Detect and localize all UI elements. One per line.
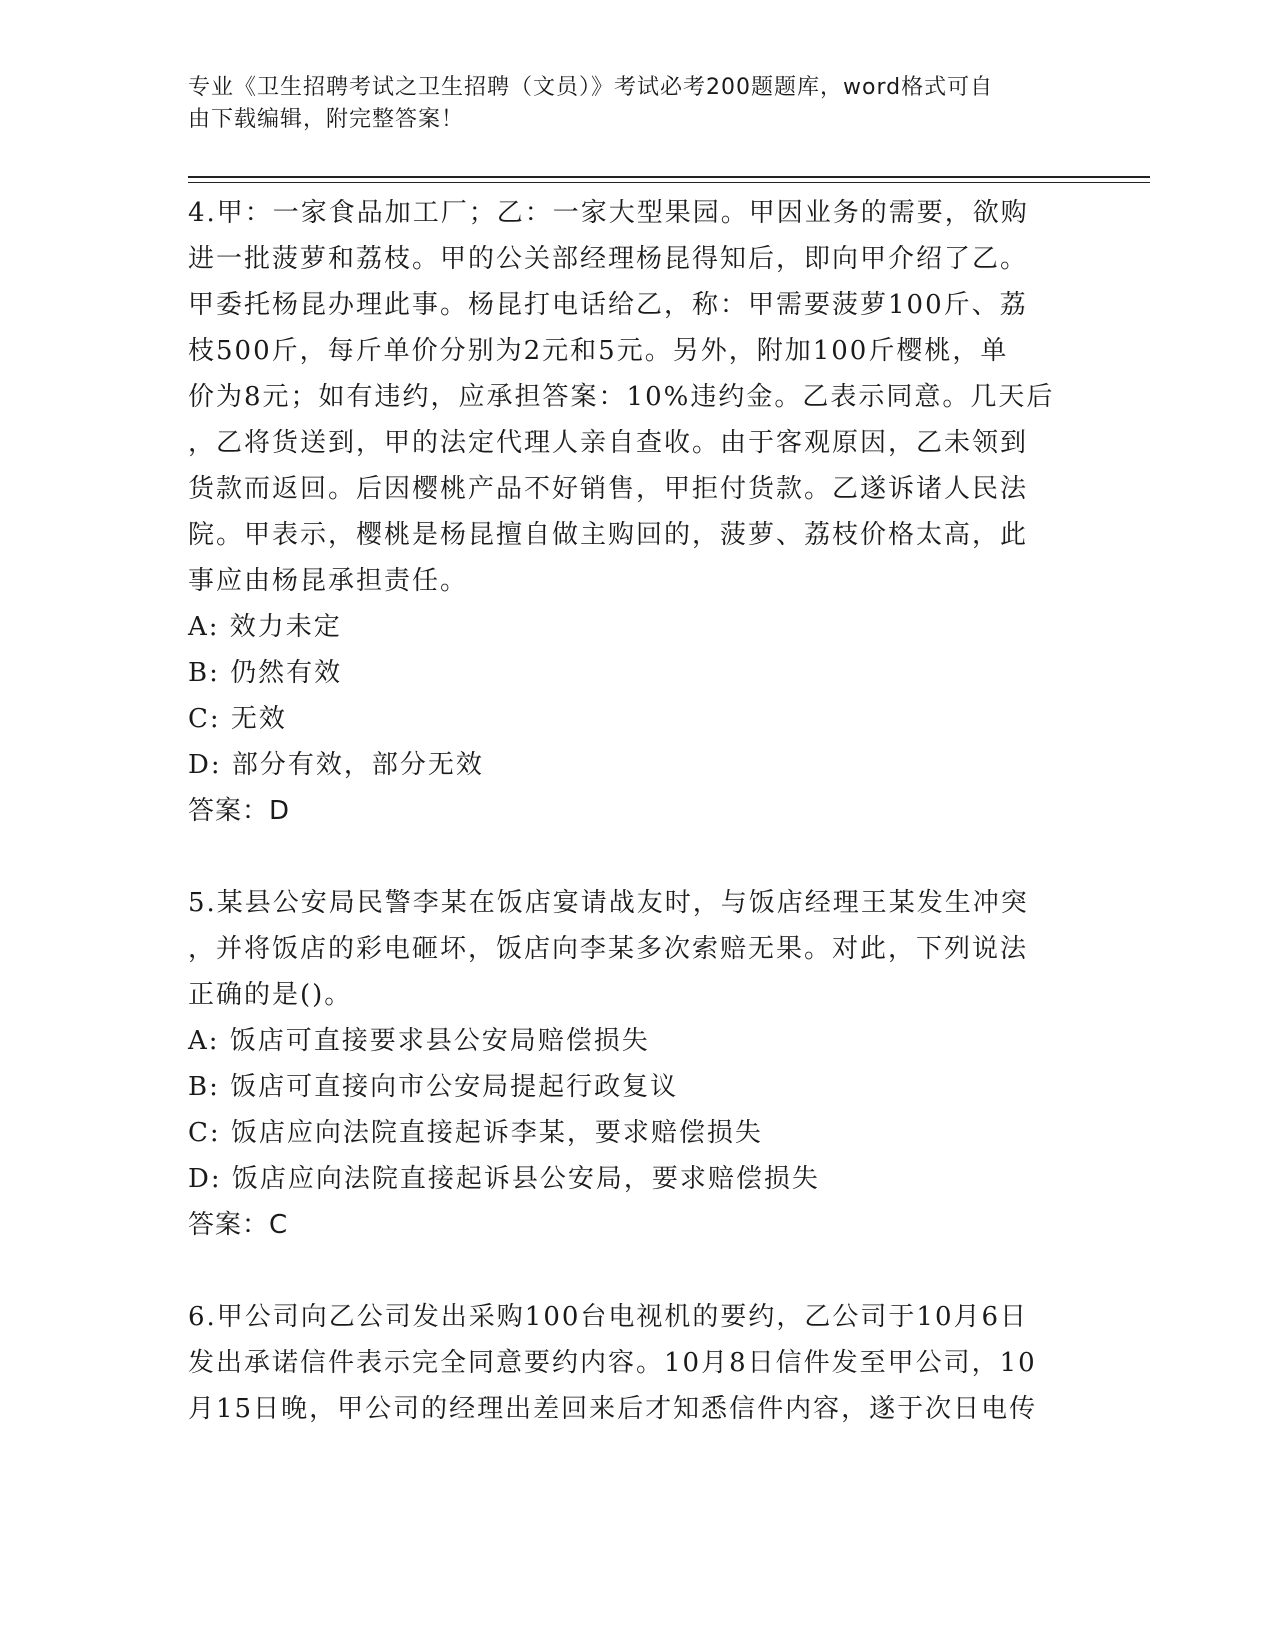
header-divider-thin: [188, 182, 1150, 183]
header-divider: [188, 176, 1150, 178]
question-stem-line: 5.某县公安局民警李某在饭店宴请战友时，与饭店经理王某发生冲突: [188, 888, 1029, 918]
question-stem-line: 4.甲：一家食品加工厂；乙：一家大型果园。甲因业务的需要，欲购: [188, 198, 1029, 228]
question-stem-line: 发出承诺信件表示完全同意要约内容。10月8日信件发至甲公司，10: [188, 1348, 1037, 1378]
question-stem-line: 事应由杨昆承担责任。: [188, 566, 469, 596]
question-stem-line: 价为8元；如有违约，应承担答案：10%违约金。乙表示同意。几天后: [188, 382, 1055, 412]
option-a: A: 饭店可直接要求县公安局赔偿损失: [188, 1026, 650, 1056]
question-stem-line: 正确的是()。: [188, 980, 353, 1010]
option-c: C: 无效: [188, 704, 287, 734]
question-stem-line: 甲委托杨昆办理此事。杨昆打电话给乙，称：甲需要菠萝100斤、荔: [188, 290, 1028, 320]
option-c: C: 饭店应向法院直接起诉李某，要求赔偿损失: [188, 1118, 763, 1148]
question-stem-line: ，并将饭店的彩电砸坏，饭店向李某多次索赔无果。对此，下列说法: [188, 934, 1029, 964]
answer-line: 答案：C: [188, 1210, 289, 1240]
answer-line: 答案：D: [188, 796, 291, 826]
header-line: 由下载编辑，附完整答案！: [188, 107, 465, 132]
question-stem-line: 进一批菠萝和荔枝。甲的公关部经理杨昆得知后，即向甲介绍了乙。: [188, 244, 1029, 274]
question-stem-line: 6.甲公司向乙公司发出采购100台电视机的要约，乙公司于10月6日: [188, 1302, 1029, 1332]
question-item: [188, 190, 1078, 834]
question-stem-line: 月15日晚，甲公司的经理出差回来后才知悉信件内容，遂于次日电传: [188, 1394, 1038, 1424]
option-a: A: 效力未定: [188, 612, 342, 642]
question-item: [188, 1294, 1078, 1432]
option-d: D: 部分有效，部分无效: [188, 750, 484, 780]
document-header: [188, 72, 1068, 136]
option-b: B: 仍然有效: [188, 658, 343, 688]
question-item: [188, 880, 1078, 1248]
option-b: B: 饭店可直接向市公安局提起行政复议: [188, 1072, 679, 1102]
question-stem-line: 院。甲表示，樱桃是杨昆擅自做主购回的，菠萝、荔枝价格太高，此: [188, 520, 1029, 550]
question-stem-line: 枝500斤，每斤单价分别为2元和5元。另外，附加100斤樱桃，单: [188, 336, 1009, 366]
option-d: D: 饭店应向法院直接起诉县公安局，要求赔偿损失: [188, 1164, 820, 1194]
question-stem-line: ，乙将货送到，甲的法定代理人亲自查收。由于客观原因，乙未领到: [188, 428, 1029, 458]
question-stem-line: 货款而返回。后因樱桃产品不好销售，甲拒付货款。乙遂诉诸人民法: [188, 474, 1029, 504]
question-list: [188, 190, 1078, 1432]
header-line: 专业《卫生招聘考试之卫生招聘（文员）》考试必考200题题库，word格式可自: [188, 75, 994, 100]
